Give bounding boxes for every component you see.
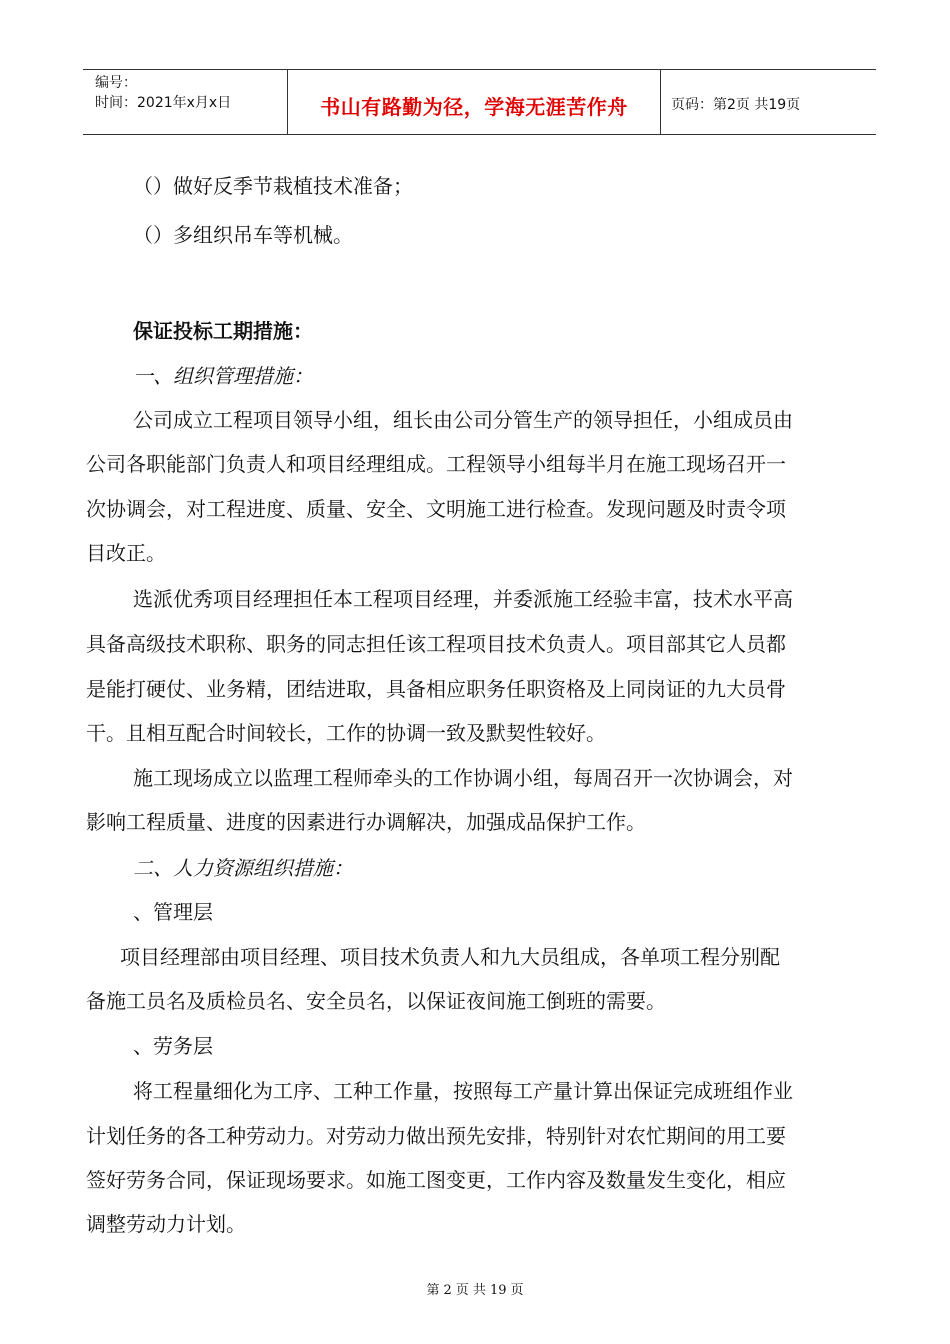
document-date: 时间：2021年x月x日 (95, 95, 232, 111)
footer-prefix: 第 (426, 1283, 440, 1298)
paragraph-line: 影响工程质量、进度的因素进行办调解决，加强成品保护工作。 (86, 810, 646, 834)
paragraph-line: 项目经理部由项目经理、项目技术负责人和九大员组成，各单项工程分别配 (120, 945, 780, 969)
footer-page-number: 2 (443, 1283, 452, 1298)
paragraph-line: 施工现场成立以监理工程师牵头的工作协调小组，每周召开一次协调会，对 (133, 766, 793, 790)
header-motto-cell (288, 70, 661, 134)
paragraph-line: 选派优秀项目经理担任本工程项目经理，并委派施工经验丰富，技术水平高 (133, 587, 793, 611)
header-info-cell (83, 70, 288, 134)
paragraph-line: 调整劳动力计划。 (86, 1212, 246, 1236)
footer-mid: 页 共 (455, 1283, 486, 1298)
paragraph-line: 次协调会，对工程进度、质量、安全、文明施工进行检查。发现问题及时责令项 (86, 497, 786, 521)
document-number-label: 编号： (95, 75, 137, 91)
paragraph-line: 具备高级技术职称、职务的同志担任该工程项目技术负责人。项目部其它人员都 (86, 632, 786, 656)
page-footer (0, 1279, 950, 1298)
item-heading: 、管理层 (133, 900, 213, 924)
text-line: （）多组织吊车等机械。 (133, 223, 353, 247)
section-title: 保证投标工期措施： (133, 319, 313, 343)
paragraph-line: 公司各职能部门负责人和项目经理组成。工程领导小组每半月在施工现场召开一 (86, 452, 786, 476)
text-line: （）做好反季节栽植技术准备； (133, 174, 413, 198)
paragraph-line: 计划任务的各工种劳动力。对劳动力做出预先安排，特别针对农忙期间的用工要 (86, 1124, 786, 1148)
footer-total-pages: 19 (489, 1283, 507, 1298)
header-page-cell (661, 70, 876, 134)
paragraph-line: 目改正。 (86, 541, 166, 565)
paragraph-line: 干。且相互配合时间较长，工作的协调一致及默契性较好。 (86, 721, 606, 745)
page-header (83, 69, 876, 135)
item-heading: 、劳务层 (133, 1034, 213, 1058)
header-page-code: 页码：第2页 共19页 (671, 97, 801, 113)
paragraph-line: 是能打硬仗、业务精，团结进取，具备相应职务任职资格及上同岗证的九大员骨 (86, 677, 786, 701)
paragraph-line: 签好劳务合同，保证现场要求。如施工图变更，工作内容及数量发生变化，相应 (86, 1168, 786, 1192)
paragraph-line: 备施工员名及质检员名、安全员名，以保证夜间施工倒班的需要。 (86, 989, 666, 1013)
paragraph-line: 将工程量细化为工序、工种工作量，按照每工产量计算出保证完成班组作业 (133, 1079, 793, 1103)
header-motto: 书山有路勤为径，学海无涯苦作舟 (320, 95, 628, 119)
subsection-heading: 一、组织管理措施： (133, 364, 313, 388)
subsection-heading: 二、人力资源组织措施： (133, 856, 353, 880)
footer-suffix: 页 (510, 1283, 524, 1298)
paragraph-line: 公司成立工程项目领导小组，组长由公司分管生产的领导担任，小组成员由 (133, 408, 793, 432)
